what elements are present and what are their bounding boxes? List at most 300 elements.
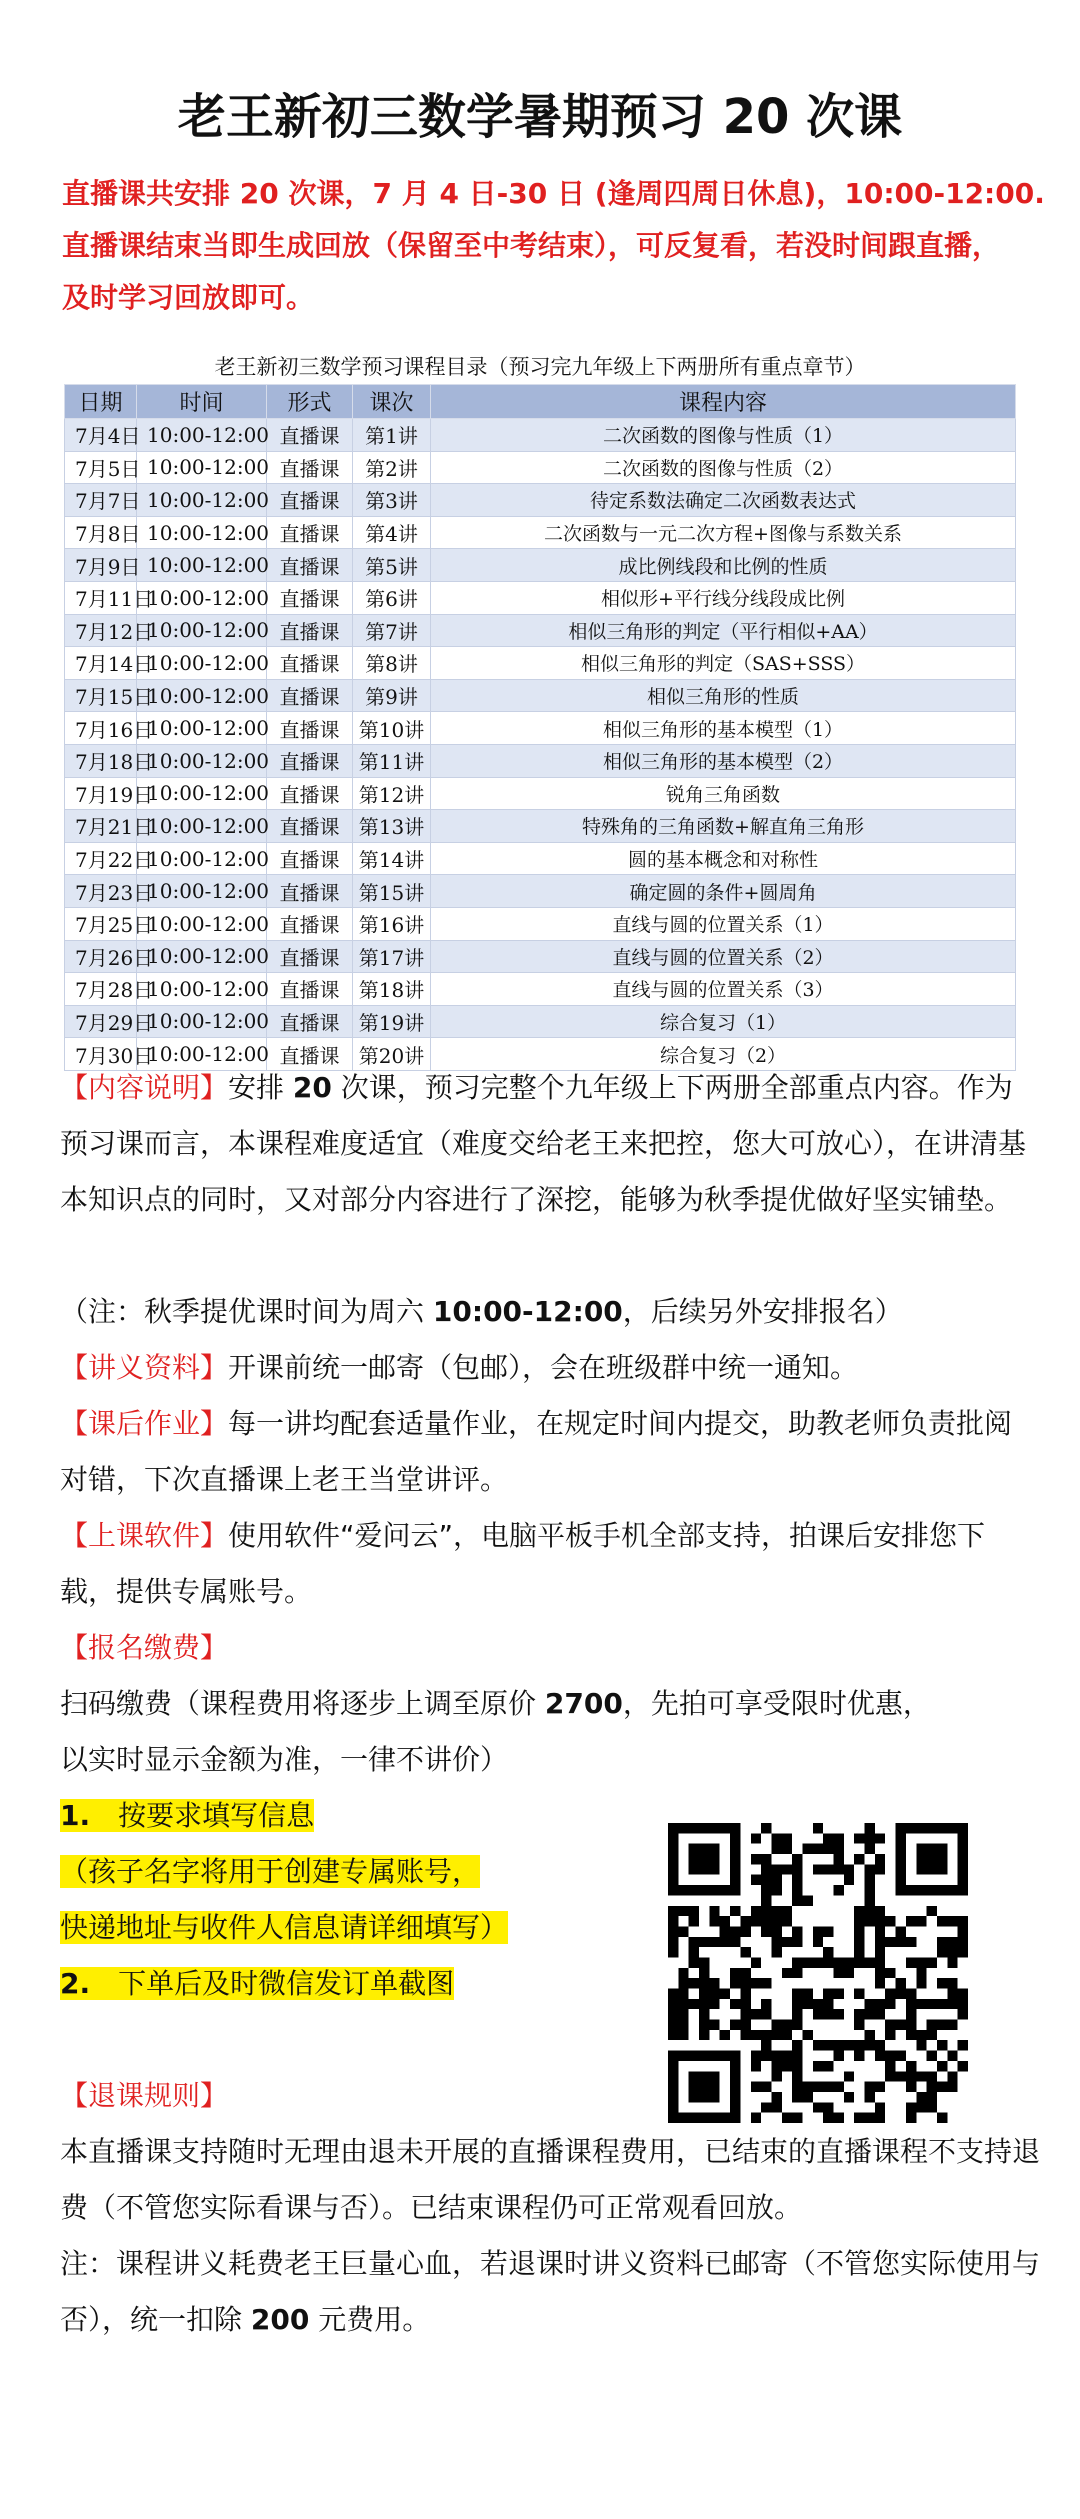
cell-date: 7月12日 (65, 614, 137, 647)
cell-lesson: 第16讲 (353, 907, 431, 940)
qr-module (813, 2009, 823, 2019)
qr-module (689, 1947, 699, 1957)
qr-module (802, 1844, 812, 1854)
cell-format: 直播课 (267, 810, 353, 843)
qr-module (844, 1968, 854, 1978)
qr-module (865, 1844, 875, 1854)
qr-module (730, 1937, 740, 1947)
qr-module (720, 1916, 730, 1926)
table-row (65, 973, 1016, 1006)
homework-section (60, 1396, 1040, 1508)
qr-module (834, 2051, 844, 2061)
qr-module (730, 1926, 740, 1936)
cell-format: 直播课 (267, 875, 353, 908)
qr-module (761, 2040, 771, 2050)
qr-module (709, 1999, 719, 2009)
qr-module (802, 1989, 812, 1999)
table-row (65, 516, 1016, 549)
qr-module (761, 2009, 771, 2019)
qr-module (896, 2051, 906, 2061)
qr-module (813, 1864, 823, 1874)
qr-module (720, 1937, 730, 1947)
column-header: 形式 (267, 385, 353, 419)
qr-module (875, 1968, 885, 1978)
qr-module (689, 1906, 699, 1916)
cell-lesson: 第8讲 (353, 647, 431, 680)
qr-module (927, 1999, 937, 2009)
qr-module (709, 1916, 719, 1926)
qr-module (730, 1906, 740, 1916)
column-header: 课程内容 (431, 385, 1016, 419)
qr-module (885, 1989, 895, 1999)
table-row (65, 744, 1016, 777)
cell-time: 10:00-12:00 (137, 875, 267, 908)
qr-module (865, 1823, 875, 1833)
text: （注：秋季提优课时间为周六 (60, 1295, 433, 1328)
qr-module (771, 1947, 781, 1957)
qr-module (834, 1844, 844, 1854)
qr-module (813, 1999, 823, 2009)
cell-lesson: 第7讲 (353, 614, 431, 647)
text: 安排 (228, 1071, 293, 1104)
cell-format: 直播课 (267, 712, 353, 745)
page-title: 老王新初三数学暑期预习 20 次课 (177, 89, 903, 145)
qr-module (709, 1989, 719, 1999)
qr-module (813, 1957, 823, 1967)
section-tag: 【上课软件】 (60, 1519, 229, 1552)
qr-module (865, 1895, 875, 1905)
qr-module (668, 1906, 678, 1916)
cell-format: 直播课 (267, 744, 353, 777)
qr-module (813, 1926, 823, 1936)
qr-module (927, 2020, 937, 2030)
qr-module (678, 1906, 688, 1916)
cell-time: 10:00-12:00 (137, 907, 267, 940)
text-bold: 10:00-12:00 (432, 1295, 623, 1328)
qr-module (834, 1957, 844, 1967)
qr-module (927, 1957, 937, 1967)
qr-module (761, 1854, 771, 1864)
qr-module (751, 1957, 761, 1967)
column-header: 时间 (137, 385, 267, 419)
notice-line: 直播课结束当即生成回放（保留至中考结束），可反复看，若没时间跟直播， (62, 229, 1001, 262)
cell-format: 直播课 (267, 484, 353, 517)
qr-module (782, 1833, 792, 1843)
qr-module (689, 1999, 699, 2009)
cell-topic: 成比例线段和比例的性质 (431, 549, 1016, 582)
qr-module (678, 1978, 688, 1988)
cell-format: 直播课 (267, 581, 353, 614)
qr-module (823, 1844, 833, 1854)
qr-module (823, 1947, 833, 1957)
qr-module (875, 1926, 885, 1936)
qr-module (834, 2009, 844, 2019)
cell-date: 7月18日 (65, 744, 137, 777)
cell-date: 7月14日 (65, 647, 137, 680)
text: ，先拍可享受限时优惠， (622, 1687, 931, 1720)
qr-module (668, 1947, 678, 1957)
qr-module (709, 1937, 719, 1947)
qr-module (730, 1999, 740, 2009)
table-row (65, 875, 1016, 908)
qr-module (896, 1989, 906, 1999)
qr-module (906, 2030, 916, 2040)
qr-module (678, 2030, 688, 2040)
cell-time: 10:00-12:00 (137, 679, 267, 712)
cell-format: 直播课 (267, 1005, 353, 1038)
qr-module (916, 1916, 926, 1926)
qr-module (854, 2040, 864, 2050)
step-number: 2. (60, 1967, 91, 2000)
qr-module (947, 1999, 957, 2009)
cell-time: 10:00-12:00 (137, 1038, 267, 1071)
qr-module (699, 1968, 709, 1978)
qr-module (730, 2020, 740, 2030)
cell-topic: 相似三角形的判定（平行相似+AA） (431, 614, 1016, 647)
qr-module (699, 2030, 709, 2040)
qr-module (927, 1906, 937, 1916)
qr-module (885, 1999, 895, 2009)
cell-format: 直播课 (267, 647, 353, 680)
qr-module (792, 2020, 802, 2030)
qr-module (771, 2051, 781, 2061)
qr-module (885, 2051, 895, 2061)
qr-module (865, 2009, 875, 2019)
qr-module (823, 2009, 833, 2019)
qr-module (782, 1968, 792, 1978)
cell-date: 7月11日 (65, 581, 137, 614)
qr-module (865, 1906, 875, 1916)
qr-module (761, 1999, 771, 2009)
qr-module (802, 1957, 812, 1967)
qr-module (865, 1875, 875, 1885)
cell-topic: 待定系数法确定二次函数表达式 (431, 484, 1016, 517)
qr-module (792, 1926, 802, 1936)
qr-module (958, 1999, 968, 2009)
qr-module (958, 1926, 968, 1936)
cell-topic: 圆的基本概念和对称性 (431, 842, 1016, 875)
qr-module (875, 2051, 885, 2061)
qr-module (823, 1864, 833, 1874)
table-row (65, 581, 1016, 614)
autumn-note (60, 1284, 1040, 1340)
table-row (65, 484, 1016, 517)
qr-module (937, 1978, 947, 1988)
qr-module (875, 1937, 885, 1947)
cell-format: 直播课 (267, 907, 353, 940)
qr-module (792, 2051, 802, 2061)
cell-date: 7月29日 (65, 1005, 137, 1038)
cell-topic: 特殊角的三角函数+解直角三角形 (431, 810, 1016, 843)
qr-module (751, 2030, 761, 2040)
cell-date: 7月4日 (65, 419, 137, 452)
qr-module (813, 1937, 823, 1947)
qr-module (854, 1957, 864, 1967)
qr-module (761, 1823, 771, 1833)
qr-module (751, 2051, 761, 2061)
text-bold: 2700 (544, 1687, 623, 1720)
qr-module (937, 2040, 947, 2050)
cell-time: 10:00-12:00 (137, 777, 267, 810)
qr-module (689, 1957, 699, 1967)
qr-module (730, 1978, 740, 1988)
cell-format: 直播课 (267, 549, 353, 582)
qr-module (834, 1833, 844, 1843)
qr-module (854, 1937, 864, 1947)
qr-module (885, 2030, 895, 2040)
qr-module (792, 2040, 802, 2050)
cell-format: 直播课 (267, 777, 353, 810)
section-tag: 【内容说明】 (60, 1071, 229, 1104)
qr-module (761, 2030, 771, 2040)
cell-lesson: 第3讲 (353, 484, 431, 517)
qr-module (854, 1947, 864, 1957)
qr-module (906, 1916, 916, 1926)
qr-module (947, 1937, 957, 1947)
qr-module (823, 1989, 833, 1999)
cell-lesson: 第14讲 (353, 842, 431, 875)
qr-module (668, 1999, 678, 2009)
qr-module (865, 1833, 875, 1843)
qr-module (854, 1916, 864, 1926)
text: 扫码缴费（课程费用将逐步上调至原价 (60, 1687, 545, 1720)
step-number: 1. (60, 1799, 91, 1832)
qr-module (792, 1989, 802, 1999)
qr-module (699, 1999, 709, 2009)
qr-module (896, 1978, 906, 1988)
qr-module (782, 2030, 792, 2040)
qr-module (813, 2040, 823, 2050)
text: 每一讲均配套适量作业，在规定时间内提交，助教老师负责批阅对错，下次直播课上老王当堂讲评。 (60, 1407, 1013, 1496)
qr-module (771, 1916, 781, 1926)
qr-module (854, 2020, 864, 2030)
qr-module (875, 2009, 885, 2019)
qr-module (771, 1937, 781, 1947)
cell-time: 10:00-12:00 (137, 744, 267, 777)
section-tag: 【讲义资料】 (60, 1351, 229, 1384)
qr-module (906, 1999, 916, 2009)
cell-topic: 直线与圆的位置关系（2） (431, 940, 1016, 973)
qr-module (740, 1989, 750, 1999)
qr-module (740, 2009, 750, 2019)
materials-section (60, 1340, 1040, 1396)
qr-module (802, 1999, 812, 2009)
qr-module (771, 1844, 781, 1854)
qr-module (751, 1875, 761, 1885)
step-text: 按要求填写信息 (90, 1799, 314, 1832)
qr-module (875, 1854, 885, 1864)
qr-module (740, 2020, 750, 2030)
qr-module (720, 1989, 730, 1999)
step-detail: （孩子名字将用于创建专属账号， (60, 1855, 481, 1888)
section-tag: 【课后作业】 (60, 1407, 229, 1440)
qr-module (834, 1885, 844, 1895)
qr-module (854, 1989, 864, 1999)
qr-module (813, 1844, 823, 1854)
qr-module (751, 2009, 761, 2019)
qr-module (720, 1926, 730, 1936)
qr-module (947, 1947, 957, 1957)
text: ，后续另外安排报名） (622, 1295, 903, 1328)
qr-module (937, 1916, 947, 1926)
qr-module (668, 1989, 678, 1999)
qr-module (720, 2030, 730, 2040)
cell-format: 直播课 (267, 516, 353, 549)
qr-module (668, 1926, 678, 1936)
cell-time: 10:00-12:00 (137, 484, 267, 517)
qr-module (771, 2030, 781, 2040)
qr-module (875, 1999, 885, 2009)
qr-module (678, 2020, 688, 2030)
qr-module (699, 1957, 709, 1967)
text: 开课前统一邮寄（包邮），会在班级群中统一通知。 (228, 1351, 859, 1384)
qr-module (751, 1916, 761, 1926)
qr-module (947, 2051, 957, 2061)
qr-module (740, 1999, 750, 2009)
qr-module (958, 1916, 968, 1926)
cell-date: 7月26日 (65, 940, 137, 973)
table-row (65, 712, 1016, 745)
qr-module (751, 1854, 761, 1864)
qr-module (782, 1937, 792, 1947)
cell-time: 10:00-12:00 (137, 712, 267, 745)
cell-time: 10:00-12:00 (137, 973, 267, 1006)
qr-module (771, 1885, 781, 1895)
qr-module (916, 1999, 926, 2009)
table-row (65, 614, 1016, 647)
qr-module (885, 1937, 895, 1947)
cell-topic: 相似三角形的性质 (431, 679, 1016, 712)
qr-module (875, 1916, 885, 1926)
cell-lesson: 第15讲 (353, 875, 431, 908)
qr-module (782, 1916, 792, 1926)
qr-module (947, 1916, 957, 1926)
qr-module (875, 1906, 885, 1916)
text: 以实时显示金额为准，一律不讲价） (60, 1743, 509, 1776)
qr-module (896, 2020, 906, 2030)
qr-module (875, 1947, 885, 1957)
qr-module (699, 2020, 709, 2030)
text: 元费用。 (309, 2303, 431, 2336)
cell-time: 10:00-12:00 (137, 516, 267, 549)
qr-module (740, 1926, 750, 1936)
qr-module (916, 1844, 947, 1875)
cell-time: 10:00-12:00 (137, 940, 267, 973)
table-row (65, 451, 1016, 484)
qr-module (813, 1823, 823, 1833)
qr-module (823, 2040, 833, 2050)
qr-module (699, 1989, 709, 1999)
qr-module (699, 1978, 709, 1988)
cell-lesson: 第18讲 (353, 973, 431, 1006)
live-class-notice (62, 168, 1045, 324)
cell-format: 直播课 (267, 842, 353, 875)
qr-module (792, 1895, 802, 1905)
qr-module (844, 2040, 854, 2050)
qr-module (709, 2020, 719, 2030)
column-header: 日期 (65, 385, 137, 419)
qr-module (844, 1957, 854, 1967)
qr-module (668, 2030, 678, 2040)
qr-module (709, 1906, 719, 1916)
qr-module (865, 1999, 875, 2009)
cell-lesson: 第13讲 (353, 810, 431, 843)
refund-section (60, 2068, 1040, 2348)
cell-date: 7月15日 (65, 679, 137, 712)
qr-module (958, 2040, 968, 2050)
text: 注：课程讲义耗费老王巨量心血，若退课时讲义资料已邮寄（不管您实际使用与否），统一扣除 (60, 2247, 1041, 2336)
qr-module (875, 1978, 885, 1988)
table-row (65, 940, 1016, 973)
qr-module (771, 1875, 781, 1885)
qr-module (875, 1957, 885, 1967)
qr-module (730, 1968, 740, 1978)
qr-module (782, 2051, 792, 2061)
cell-topic: 相似形+平行线分线段成比例 (431, 581, 1016, 614)
qr-module (927, 2051, 937, 2061)
cell-format: 直播课 (267, 973, 353, 1006)
qr-module (958, 1947, 968, 1957)
cell-time: 10:00-12:00 (137, 419, 267, 452)
qr-module (792, 2009, 802, 2019)
qr-module (771, 1906, 781, 1916)
qr-module (792, 1864, 802, 1874)
qr-module (792, 1957, 802, 1967)
qr-module (709, 1978, 719, 1988)
cell-lesson: 第10讲 (353, 712, 431, 745)
qr-module (947, 1978, 957, 1988)
cell-format: 直播课 (267, 614, 353, 647)
cell-time: 10:00-12:00 (137, 581, 267, 614)
qr-module (823, 1926, 833, 1936)
cell-lesson: 第20讲 (353, 1038, 431, 1071)
qr-module (761, 1864, 771, 1874)
qr-module (782, 2020, 792, 2030)
qr-module (823, 1957, 833, 1967)
qr-module (802, 1895, 812, 1905)
text-bold: 20 (292, 1071, 332, 1104)
qr-module (916, 1957, 926, 1967)
qr-module (958, 1989, 968, 1999)
cell-lesson: 第19讲 (353, 1005, 431, 1038)
cell-format: 直播课 (267, 679, 353, 712)
qr-module (844, 1875, 854, 1885)
cell-lesson: 第11讲 (353, 744, 431, 777)
cell-format: 直播课 (267, 451, 353, 484)
cell-date: 7月23日 (65, 875, 137, 908)
qr-module (751, 1906, 761, 1916)
qr-module (740, 1978, 750, 1988)
qr-module (761, 1978, 771, 1988)
step-detail: 快递地址与收件人信息请详细填写） (60, 1911, 509, 1944)
qr-module (668, 2020, 678, 2030)
qr-module (834, 1854, 844, 1864)
qr-module (906, 2020, 916, 2030)
cell-topic: 相似三角形的基本模型（1） (431, 712, 1016, 745)
qr-module (854, 1906, 864, 1916)
qr-module (854, 2009, 864, 2019)
qr-module (937, 1999, 947, 2009)
qr-module (792, 1854, 802, 1864)
qr-module (854, 2051, 864, 2061)
qr-module (947, 1957, 957, 1967)
qr-module (678, 1989, 688, 1999)
column-header: 课次 (353, 385, 431, 419)
qr-module (875, 1833, 885, 1843)
qr-module (885, 1916, 895, 1926)
cell-topic: 相似三角形的基本模型（2） (431, 744, 1016, 777)
cell-lesson: 第4讲 (353, 516, 431, 549)
